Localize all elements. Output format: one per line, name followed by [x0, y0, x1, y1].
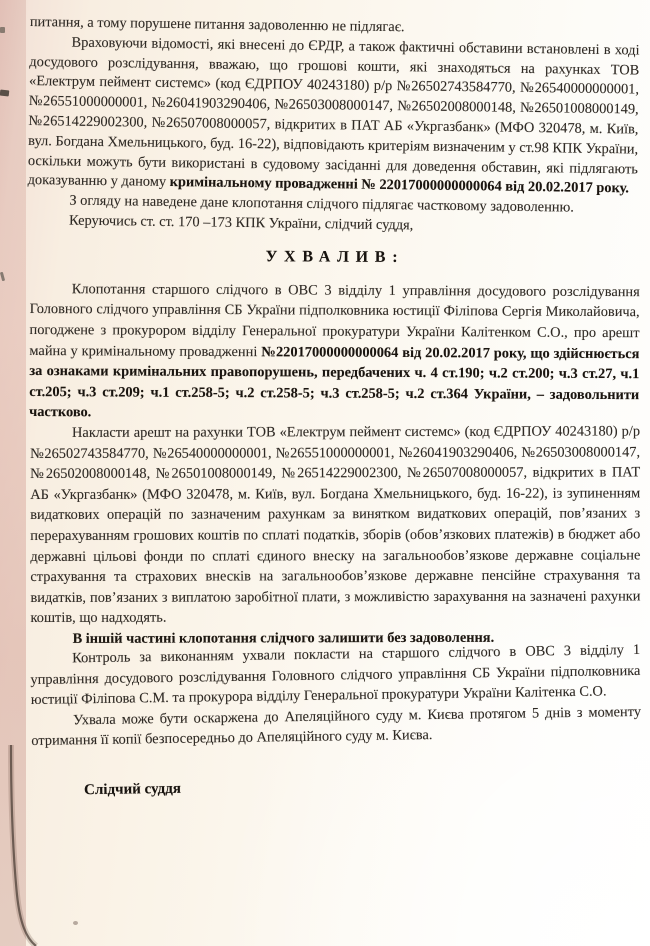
facts-text: Враховуючи відомості, які внесені до ЄРДР, а також фактичні обставини встановлені в ході досудового розслідування, вважаю, що грошові кошти, які знаходяться на рахунках ТОВ «Електрум пеймент системс» (код ЄДРПОУ 40243180) р/р №26502743584770, №26540000000001, №26551000000001, №26041903290406, №26503008000147, №26502008000148, №26501008000149, №26514229002300, №26507008000057, відкритих в ПАТ АБ «Укргазбанк» (МФО 320478, м. Київ, вул. Богдана Хмельницького, буд. 16-22), відповідають критеріям визначеним у ст.98 КПК України, оскільки можуть бути використані в судовому засіданні для доведення обставин, які підлягають доказуванню у даному: [27, 34, 640, 191]
facts-paragraph: [28, 33, 640, 200]
order-block: [30, 421, 641, 649]
legal-basis-paragraph: Керуючись ст. ст. 170 –173 КПК України, слідчий суддя,: [68, 212, 414, 234]
resolution-heading: УХВАЛИВ:: [265, 247, 405, 266]
petition-charges: №22017000000000064 від 20.02.2017 року, що здійснюється за ознаками кримінальних правопорушень, передбачених ч. 4 ст.190; ч.2 ст.200; ч.3 ст.27, ч.1 ст.205; ч.3 ст.209; ч.1 ст.258-5; ч.2 ст.258-5; ч.3 ст.258-5; ч.2 ст.364 України, – задовольнити частково.: [29, 343, 640, 421]
facts-case-number: кримінальному провадженні № 22017000000000064 від 20.02.2017 року.: [169, 174, 630, 197]
judge-signature-label: Слідчий суддя: [83, 780, 182, 799]
denied-part-paragraph: В іншій частині клопотання слідчого залишити без задоволення.: [72, 629, 495, 647]
resolution-block: [29, 246, 640, 426]
partial-grant-paragraph: З огляду на наведене дане клопотання слідчого підлягає частковому задоволенню.: [69, 192, 574, 216]
scan-artifact-speck: [73, 921, 78, 925]
closing-block: [30, 640, 642, 802]
appeal-paragraph: Ухвала може бути оскаржена до Апеляційного суду м. Києва протягом 5 днів з моменту отримання її копії безпосередньо до Апеляційного суду м. Києва.: [31, 703, 642, 750]
continued-paragraph: питання, а тому порушене питання задоволенню не підлягає.: [29, 13, 405, 36]
petition-text: Клопотання старшого слідчого в ОВС 3 відділу 1 управління досудового розслідування Головного слідчого управління СБ України підполковника юстиції Філіпова Сергія Миколайовича, погоджене з прокурором відділу Генеральної прокуратури України Калітенком С.О., про арешт майна у кримінальному провадженні: [29, 280, 640, 360]
petition-paragraph: [29, 279, 640, 426]
control-paragraph: Контроль за виконанням ухвали покласти на старшого слідчого в ОВС 3 відділу 1 управління досудового розслідування Головного слідчого управління СБ України підполковника юстиції Філіпова С.М. та прокурора відділу Генеральної прокуратури України Калітенка С.О.: [30, 642, 641, 709]
intro-block: [27, 13, 640, 239]
arrest-order-paragraph: Накласти арешт на рахунки ТОВ «Електрум пеймент системс» (код ЄДРПОУ 40243180) р/р №26502743584770, №26540000000001, №26551000000001, №26041903290406, №26503008000147, №26502008000148, №26501008000149, №26514229002300, №26507008000057, відкритих в ПАТ АБ «Укргазбанк» (МФО 320478, м. Київ, вул. Богдана Хмельницького, буд. 16-22), із зупиненням видаткових операцій по зазначеним рахункам за винятком видаткових операцій, пов’язаних з перерахуванням грошових коштів по сплаті податків, зборів (обов’язкових платежів) в бюджет або державні цільові фонди по сплаті єдиного внеску на загальнообов’язкове державне соціальне страхування та страхових внесків на загальнообов’язкове державне пенсійне страхування та видатків, пов’язаних з виплатою заробітної плати, з можливістю зарахування на зазначені рахунки коштів, що надходять.: [30, 423, 641, 627]
